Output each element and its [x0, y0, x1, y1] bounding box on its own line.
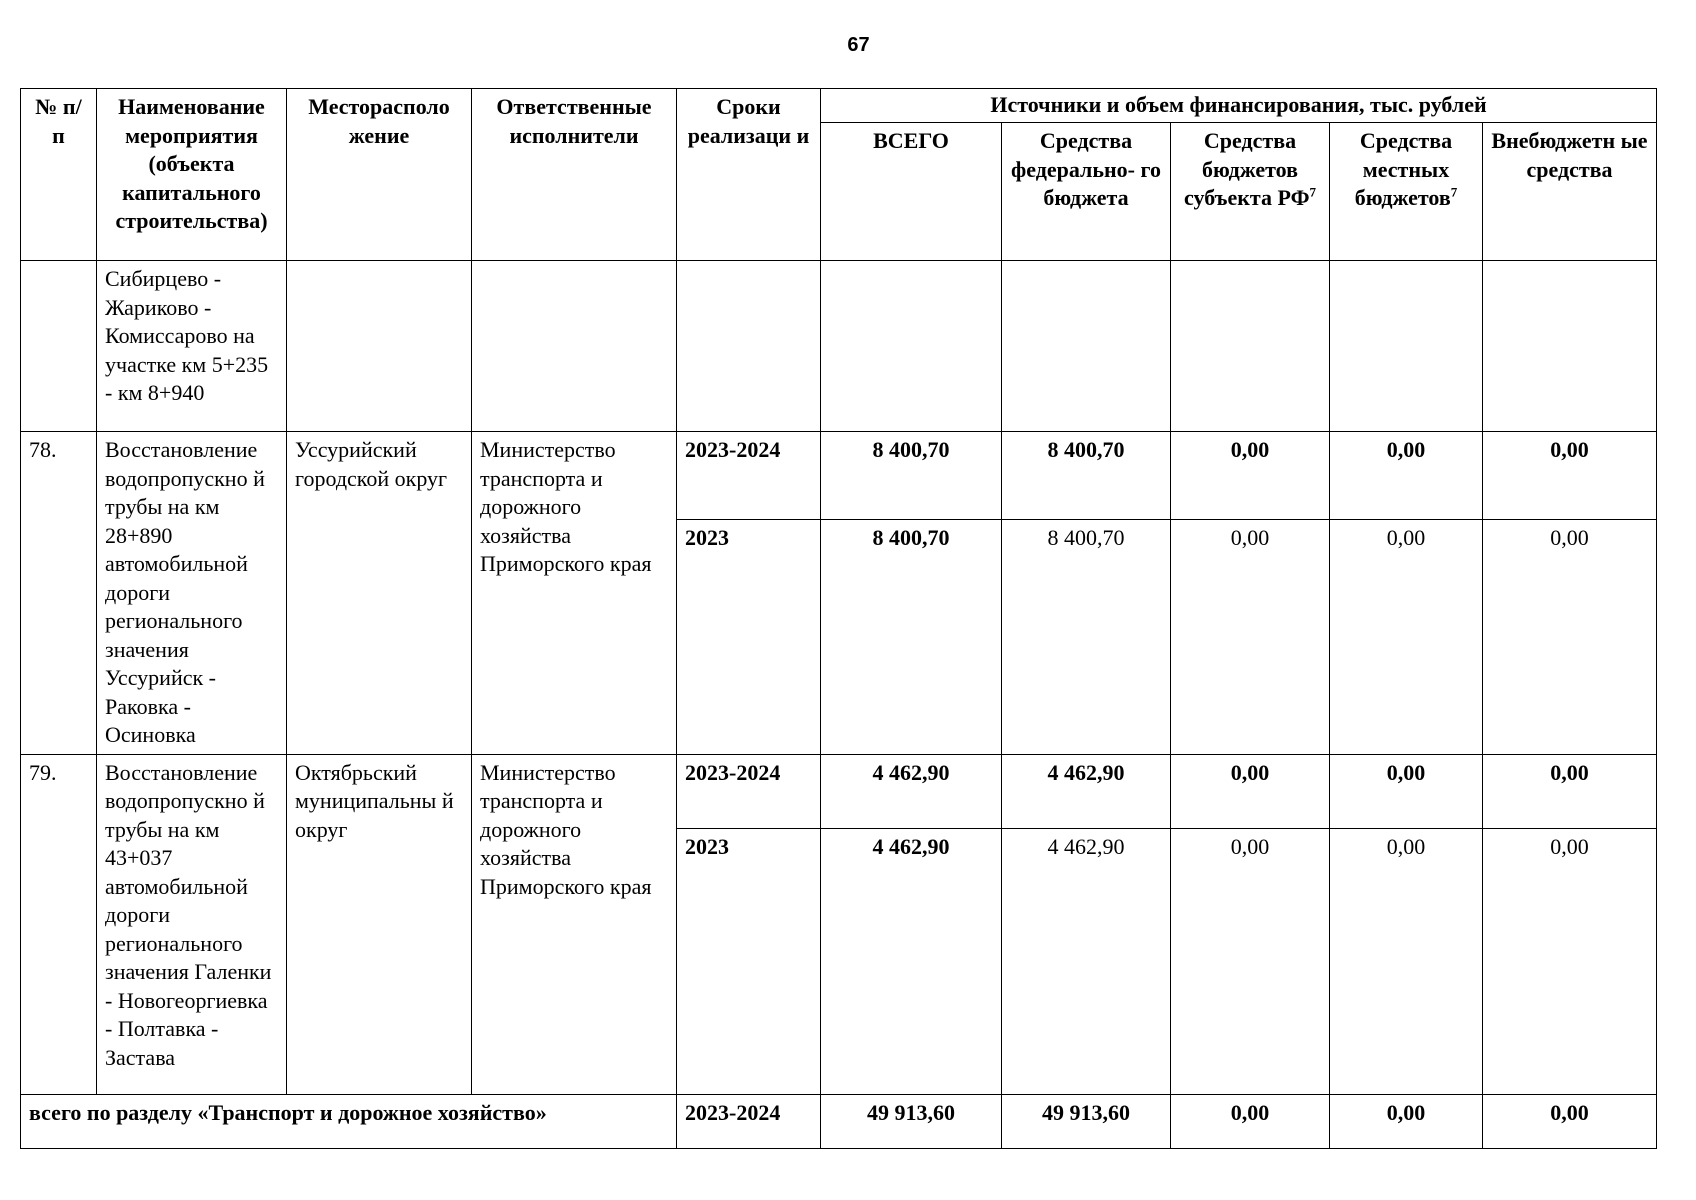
total-federal: 49 913,60 — [1002, 1094, 1171, 1148]
continuation-term — [677, 261, 821, 432]
total-extra: 0,00 — [1483, 1094, 1657, 1148]
row-subject: 0,00 — [1171, 828, 1330, 1094]
header-subject-footnote: 7 — [1309, 184, 1316, 200]
row-location: Октябрьский муниципальны й округ — [287, 754, 472, 1094]
row-local: 0,00 — [1330, 432, 1483, 520]
header-location: Месторасполо жение — [287, 89, 472, 261]
total-label: всего по разделу «Транспорт и дорожное хозяйство» — [21, 1094, 677, 1148]
row-subject: 0,00 — [1171, 754, 1330, 828]
header-local-footnote: 7 — [1450, 184, 1458, 200]
total-local: 0,00 — [1330, 1094, 1483, 1148]
row-num: 78. — [21, 432, 97, 755]
row-federal: 8 400,70 — [1002, 432, 1171, 520]
row-total: 4 462,90 — [821, 828, 1002, 1094]
row-local: 0,00 — [1330, 754, 1483, 828]
row-federal: 4 462,90 — [1002, 828, 1171, 1094]
row-term: 2023-2024 — [677, 754, 821, 828]
table-row — [21, 432, 1657, 520]
row-total: 4 462,90 — [821, 754, 1002, 828]
row-federal: 4 462,90 — [1002, 754, 1171, 828]
row-federal: 8 400,70 — [1002, 520, 1171, 754]
continuation-total — [821, 261, 1002, 432]
continuation-num — [21, 261, 97, 432]
row-term: 2023-2024 — [677, 432, 821, 520]
header-executors: Ответственные исполнители — [472, 89, 677, 261]
continuation-name: Сибирцево - Жариково - Комиссарово на участке км 5+235 - км 8+940 — [97, 261, 287, 432]
header-federal: Средства федерально- го бюджета — [1002, 123, 1171, 261]
header-terms: Сроки реализаци и — [677, 89, 821, 261]
row-total: 8 400,70 — [821, 432, 1002, 520]
row-local: 0,00 — [1330, 520, 1483, 754]
total-row — [21, 1094, 1657, 1148]
header-name: Наименование мероприятия (объекта капитального строительства) — [97, 89, 287, 261]
total-subject: 0,00 — [1171, 1094, 1330, 1148]
row-location: Уссурийский городской округ — [287, 432, 472, 755]
continuation-extra — [1483, 261, 1657, 432]
header-funding-group: Источники и объем финансирования, тыс. рублей — [821, 89, 1657, 123]
funding-table — [20, 88, 1657, 1149]
row-executors: Министерство транспорта и дорожного хозяйства Приморского края — [472, 432, 677, 755]
header-extra: Внебюджетн ые средства — [1483, 123, 1657, 261]
header-local — [1330, 123, 1483, 261]
row-subject: 0,00 — [1171, 432, 1330, 520]
row-extra: 0,00 — [1483, 520, 1657, 754]
continuation-subject — [1171, 261, 1330, 432]
row-subject: 0,00 — [1171, 520, 1330, 754]
page-number: 67 — [847, 34, 870, 56]
row-name: Восстановление водопропускно й трубы на км 43+037 автомобильной дороги регионального значения Галенки - Новогеоргиевка - Полтавка - Застава — [97, 754, 287, 1094]
continuation-row — [21, 261, 1657, 432]
row-total: 8 400,70 — [821, 520, 1002, 754]
continuation-executors — [472, 261, 677, 432]
continuation-federal — [1002, 261, 1171, 432]
table-row — [21, 754, 1657, 828]
row-extra: 0,00 — [1483, 828, 1657, 1094]
header-local-label: Средства местных бюджетов — [1354, 128, 1453, 210]
row-executors: Министерство транспорта и дорожного хозяйства Приморского края — [472, 754, 677, 1094]
row-name: Восстановление водопропускно й трубы на км 28+890 автомобильной дороги регионального значения Уссурийск - Раковка - Осиновка — [97, 432, 287, 755]
header-total: ВСЕГО — [821, 123, 1002, 261]
row-term: 2023 — [677, 828, 821, 1094]
header-subject — [1171, 123, 1330, 261]
total-term: 2023-2024 — [677, 1094, 821, 1148]
row-extra: 0,00 — [1483, 754, 1657, 828]
row-num: 79. — [21, 754, 97, 1094]
header-num: № п/п — [21, 89, 97, 261]
row-extra: 0,00 — [1483, 432, 1657, 520]
header-subject-label: Средства бюджетов субъекта РФ — [1184, 128, 1310, 210]
row-term: 2023 — [677, 520, 821, 754]
row-local: 0,00 — [1330, 828, 1483, 1094]
continuation-location — [287, 261, 472, 432]
continuation-local — [1330, 261, 1483, 432]
total-total: 49 913,60 — [821, 1094, 1002, 1148]
